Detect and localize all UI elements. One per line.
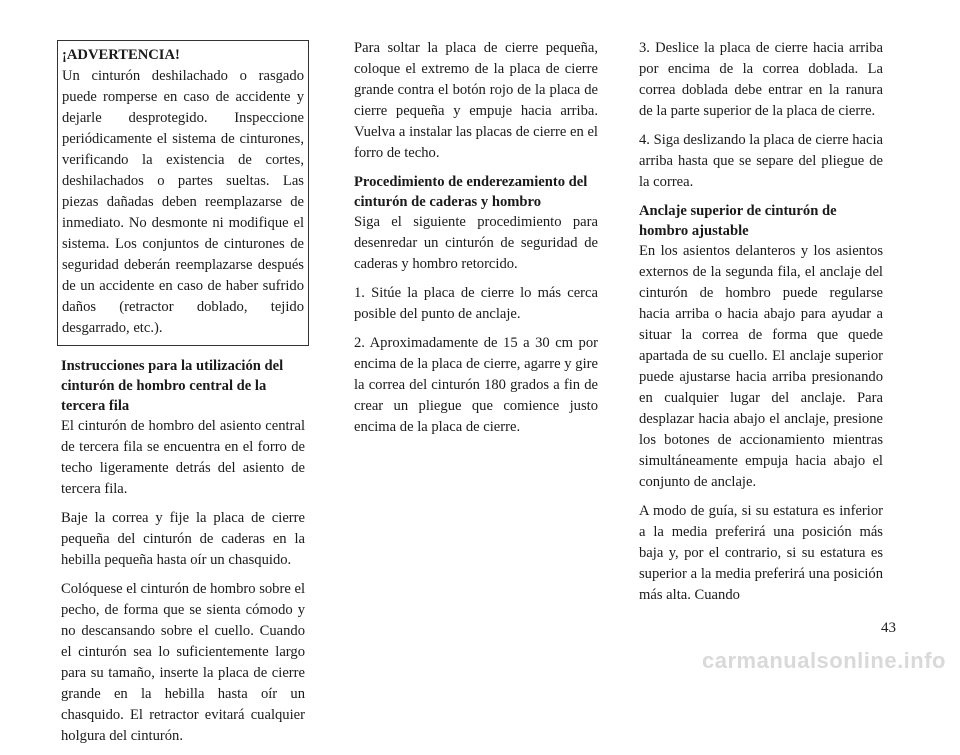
step-4: 4. Siga deslizando la placa de cierre hacia arriba hasta que se separe del pliegue de la correa. bbox=[639, 132, 883, 190]
watermark: carmanualsonline.info bbox=[702, 648, 946, 673]
step-3: 3. Deslice la placa de cierre hacia arriba por encima de la correa doblada. La correa doblada debe entrar en la ranura de la parte superior de la placa de cierre. bbox=[639, 40, 883, 119]
paragraph: Baje la correa y fije la placa de cierre pequeña del cinturón de caderas en la hebilla pequeña hasta oír un chasquido. bbox=[61, 510, 305, 568]
section-heading-adjustable-anchor: Anclaje superior de cinturón de hombro ajustable bbox=[639, 203, 837, 239]
section-heading-third-row-belt: Instrucciones para la utilización del cinturón de hombro central de la tercera fila bbox=[61, 358, 284, 414]
step-1: 1. Sitúe la placa de cierre lo más cerca posible del punto de anclaje. bbox=[354, 285, 598, 322]
paragraph: Colóquese el cinturón de hombro sobre el pecho, de forma que se sienta cómodo y no descansando sobre el cuello. Cuando el cinturón sea lo suficientemente largo para su tamaño, inserte la placa de cierre grande en la hebilla hasta oír un chasquido. El retractor evitará cualquier holgura del cinturón. bbox=[61, 581, 305, 744]
paragraph: Para soltar la placa de cierre pequeña, coloque el extremo de la placa de cierre grande contra el botón rojo de la placa de cierre pequeña y empuje hacia arriba. Vuelva a instalar las placas de cierre en el forro de techo. bbox=[354, 40, 598, 161]
page-number: 43 bbox=[881, 620, 896, 636]
warning-box bbox=[57, 40, 309, 346]
paragraph: Siga el siguiente procedimiento para desenredar un cinturón de seguridad de caderas y hombro retorcido. bbox=[354, 214, 598, 272]
warning-title: ¡ADVERTENCIA! bbox=[62, 47, 180, 63]
column-right bbox=[639, 38, 883, 614]
section-heading-untwist-procedure: Procedimiento de enderezamiento del cinturón de caderas y hombro bbox=[354, 174, 588, 210]
paragraph: A modo de guía, si su estatura es inferior a la media preferirá una posición más baja y, por el contrario, si su estatura es superior a la media preferirá una posición más alta. Cuando bbox=[639, 503, 883, 603]
paragraph: En los asientos delanteros y los asientos externos de la segunda fila, el anclaje del cinturón de hombro puede regularse hacia arriba o hacia abajo para ayudar a situar la correa de forma que quede apartada de su cuello. El anclaje superior puede ajustarse hacia arriba presionando en cualquier lugar del anclaje. Para desplazar hacia abajo el anclaje, presione los botones de accionamiento mientras simultáneamente empuja hacia abajo el conjunto de anclaje. bbox=[639, 243, 883, 490]
step-2: 2. Aproximadamente de 15 a 30 cm por encima de la placa de cierre, agarre y gire la correa del cinturón 180 grados a fin de crear un pliegue que comience justo encima de la placa de cierre. bbox=[354, 335, 598, 435]
warning-text: Un cinturón deshilachado o rasgado puede romperse en caso de accidente y dejarle desprotegido. Inspeccione periódicamente el sistema de cinturones, verificando la existencia de cortes, deshilachados o partes sueltas. Las piezas dañadas deben reemplazarse de inmediato. No desmonte ni modifique el sistema. Los conjuntos de cinturones de seguridad deberán reemplazarse después de un accidente en caso de haber sufrido daños (retractor doblado, tejido desgarrado, etc.). bbox=[62, 68, 304, 336]
paragraph: El cinturón de hombro del asiento central de tercera fila se encuentra en el forro de techo ligeramente detrás del asiento de tercera fila. bbox=[61, 418, 305, 497]
column-middle bbox=[354, 38, 598, 446]
